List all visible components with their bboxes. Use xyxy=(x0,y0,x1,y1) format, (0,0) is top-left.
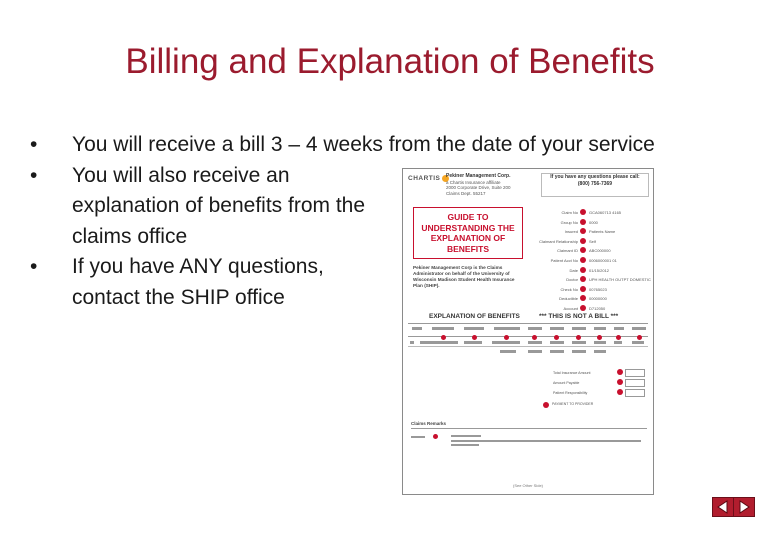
arrow-right-icon xyxy=(734,498,754,516)
slide-title: Billing and Explanation of Benefits xyxy=(125,42,655,81)
company-block xyxy=(446,173,536,196)
claims-remarks xyxy=(411,433,647,455)
bullet-text: You will receive a bill 3 – 4 weeks from the date of your service xyxy=(72,133,655,156)
eob-section-title: EXPLANATION OF BENEFITS xyxy=(429,313,520,320)
document-footer: (See Other Side) xyxy=(512,483,543,488)
bullet-marker: • xyxy=(30,133,38,156)
divider xyxy=(411,428,647,429)
eob-table-row xyxy=(408,339,648,347)
field-row: Claim No GCA060713 4165 xyxy=(561,210,622,215)
field-row: Patient Acct No 0006000001 01 xyxy=(550,257,617,263)
summary-row: Patient Responsibility xyxy=(553,389,648,398)
arrow-left-icon xyxy=(713,498,733,516)
bullet-text: If you have ANY questions, contact the SHIP office xyxy=(72,255,324,309)
field-row: Insured Patients Name xyxy=(564,229,616,235)
field-row: Group No 0000 xyxy=(560,219,598,225)
field-row: Claimant ID ABC000000 xyxy=(557,248,611,254)
eob-table-total-row xyxy=(408,349,648,355)
company-line: a Chartis Insurance affiliate xyxy=(446,179,501,185)
field-row: Check No 00765023 xyxy=(560,286,607,292)
payee-label: PAYMENT TO PROVIDER xyxy=(552,402,594,406)
company-name: Pekiner Management Corp. xyxy=(446,173,511,179)
bullet-marker: • xyxy=(30,163,38,187)
questions-text: If you have any questions please call: xyxy=(550,174,640,180)
guide-title-box: GUIDE TO UNDERSTANDING THE EXPLANATION OF BENEFITS xyxy=(413,207,523,259)
bullet-item xyxy=(30,252,372,313)
payment-line xyxy=(543,399,648,411)
bullet-marker: • xyxy=(30,255,38,278)
eob-document-image xyxy=(402,168,654,495)
bullet-item xyxy=(30,130,732,161)
summary-row: Total Insurance Amount xyxy=(553,369,648,378)
field-row: Deductible 00000000 xyxy=(559,296,607,302)
not-a-bill-notice: *** THIS IS NOT A BILL *** xyxy=(539,313,619,320)
field-row: Date 01/15/2012 xyxy=(569,267,610,273)
field-row: Account D712050 xyxy=(563,305,606,311)
admin-text: Pekiner Management Corp is the Claims Administrator on behalf of the University of Wisconsin Madison Student Health Insurance Plan (SHIP). xyxy=(413,265,515,288)
company-line: 2000 Corporate Drive, Suite 200 xyxy=(446,185,511,190)
company-line: Claims Dept. 55217 xyxy=(446,190,486,196)
field-row: Doctor UPH HEALTH OUTPT DOMESTIC xyxy=(566,277,651,283)
eob-table xyxy=(408,323,648,367)
next-slide-button[interactable] xyxy=(733,497,755,517)
bullet-item xyxy=(30,161,372,253)
bullet-text: You will also receive an explanation of benefits from the claims office xyxy=(72,163,366,248)
previous-slide-button[interactable] xyxy=(712,497,734,517)
questions-phone: (800) 756-7369 xyxy=(577,181,613,187)
chartis-logo: CHARTIS xyxy=(408,175,449,182)
summary-row: Amount Payable xyxy=(553,379,648,388)
claims-remarks-title: Claims Remarks xyxy=(411,421,447,426)
questions-box xyxy=(541,173,649,197)
field-row: Claimant Relationship Self xyxy=(539,238,596,244)
claim-fields xyxy=(535,209,650,315)
